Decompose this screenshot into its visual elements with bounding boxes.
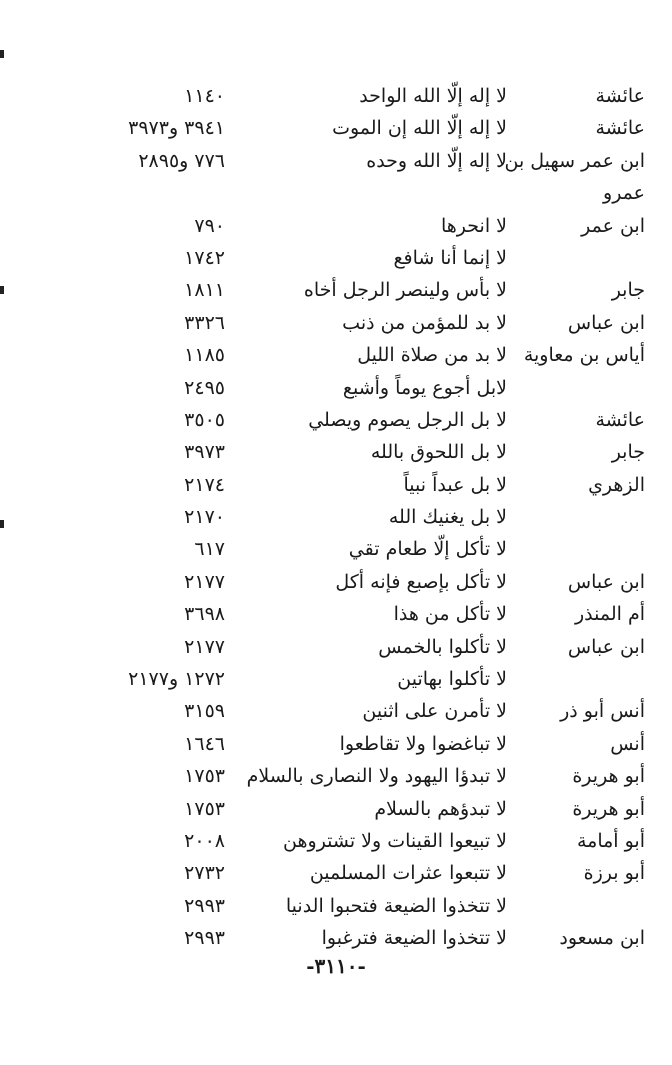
index-row [100, 339, 645, 371]
index-row [100, 857, 645, 889]
hadith-text: لا تأمرن على اثنين [362, 700, 507, 723]
index-row [100, 825, 645, 857]
narrator-cell: أبو أمامة [576, 829, 645, 852]
reference-number: ٢٠٠٨ [184, 829, 225, 852]
hadith-text: لا إله إلّا الله الواحد [359, 85, 507, 107]
index-row [100, 210, 645, 242]
index-row [100, 890, 645, 922]
reference-number: ٢٩٩٣ [184, 894, 225, 917]
binding-mark [0, 520, 4, 528]
index-row [100, 80, 645, 112]
reference-number: ٢٩٩٣ [184, 927, 225, 950]
hadith-text: لا تباغضوا ولا تقاطعوا [339, 732, 507, 755]
reference-number: ٣١٥٩ [184, 700, 225, 723]
index-row [100, 436, 645, 468]
reference-number: ٣٩٤١ و٣٩٧٣ [128, 117, 225, 140]
index-row [100, 533, 645, 565]
hadith-text: لا تأكلوا بهاتين [397, 668, 507, 691]
narrator-cell: ابن عمر سهيل بن [504, 149, 645, 172]
reference-number: ٢١٧٠ [184, 506, 225, 529]
binding-mark [0, 50, 4, 58]
index-row [100, 663, 645, 695]
hadith-text: لا تبدؤهم بالسلام [374, 797, 507, 820]
index-row [100, 145, 645, 177]
narrator-cell: جابر [611, 441, 645, 464]
narrator-cell: جابر [611, 279, 645, 302]
reference-number: ٧٧٦ و٢٨٩٥ [138, 149, 225, 172]
index-row [100, 404, 645, 436]
reference-number: ٦١٧ [194, 538, 225, 561]
narrator-cell: أنس [610, 732, 645, 755]
reference-number: ٢٤٩٥ [184, 376, 225, 399]
index-row [100, 695, 645, 727]
reference-number: ٢١٧٤ [184, 473, 225, 496]
hadith-text: لا تأكل إلّا طعام تقي [348, 538, 507, 561]
index-row [100, 274, 645, 306]
reference-number: ١٧٥٣ [184, 797, 225, 820]
reference-number: ١١٨٥ [184, 344, 225, 367]
index-row [100, 566, 645, 598]
narrator-cell: ابن عباس [567, 311, 645, 334]
narrator-cell: أنس أبو ذر [560, 700, 645, 723]
index-row [100, 793, 645, 825]
hadith-text: لابل أجوع يوماً وأشبع [342, 376, 507, 399]
reference-number: ٣٦٩٨ [184, 603, 225, 626]
narrator-cell: أم المنذر [574, 603, 645, 626]
reference-number: ٢١٧٧ [184, 570, 225, 593]
narrator-cell: أبو هريرة [572, 765, 645, 788]
reference-number: ٢١٧٧ [184, 635, 225, 658]
hadith-text: لا بل اللحوق بالله [370, 441, 507, 464]
narrator-cell: ابن مسعود [559, 927, 645, 950]
hadith-text: لا تتخذوا الضيعة فتحبوا الدنيا [285, 894, 507, 917]
narrator-cell: الزهري [588, 473, 645, 496]
reference-number: ١١٤٠ [184, 85, 225, 107]
hadith-text: لا إله إلّا الله وحده [366, 149, 507, 172]
reference-number: ١٦٤٦ [184, 732, 225, 755]
hadith-text: لا تأكل بإصبع فإنه أكل [335, 570, 507, 593]
index-row [100, 307, 645, 339]
reference-number: ١٧٥٣ [184, 765, 225, 788]
reference-number: ١٢٧٢ و٢١٧٧ [128, 668, 225, 691]
narrator-cell: أبو برزة [583, 862, 645, 885]
hadith-text: لا تتبعوا عثرات المسلمين [309, 862, 507, 885]
binding-mark [0, 286, 4, 294]
hadith-text: لا إله إلّا الله إن الموت [332, 117, 507, 140]
reference-number: ١٨١١ [184, 279, 225, 302]
narrator-cell: ابن عمر [581, 214, 645, 237]
hadith-text: لا إنما أنا شافع [393, 246, 507, 269]
reference-number: ٣٣٢٦ [184, 311, 225, 334]
narrator-cell: عائشة [595, 85, 645, 107]
hadith-text: لا بل الرجل يصوم ويصلي [308, 408, 507, 431]
narrator-cell: أياس بن معاوية [523, 344, 645, 367]
reference-number: ٧٩٠ [194, 214, 225, 237]
index-row [100, 631, 645, 663]
index-row [100, 922, 645, 954]
narrator-cell: عمرو [603, 182, 645, 205]
narrator-cell: ابن عباس [567, 635, 645, 658]
narrator-cell: عائشة [595, 117, 645, 140]
hadith-text: لا تأكل من هذا [393, 603, 507, 626]
index-row [100, 501, 645, 533]
index-row [100, 760, 645, 792]
index-row [100, 728, 645, 760]
hadith-text: لا تتخذوا الضيعة فترغبوا [321, 927, 507, 950]
index-row [100, 372, 645, 404]
reference-number: ٣٥٠٥ [184, 408, 225, 431]
index-row [100, 242, 645, 274]
hadith-text: لا بل يغنيك الله [388, 506, 507, 529]
page-number: -٣١١٠- [306, 954, 366, 978]
index-table [100, 80, 645, 955]
reference-number: ٣٩٧٣ [184, 441, 225, 464]
hadith-text: لا انحرها [441, 214, 507, 237]
hadith-text: لا تبيعوا القينات ولا تشتروهن [283, 829, 507, 852]
hadith-text: لا تبدؤا اليهود ولا النصارى بالسلام [246, 765, 507, 788]
index-row [100, 177, 645, 209]
narrator-cell: عائشة [595, 408, 645, 431]
index-row [100, 598, 645, 630]
hadith-text: لا تأكلوا بالخمس [378, 635, 507, 658]
index-row [100, 469, 645, 501]
hadith-text: لا بأس ولينصر الرجل أخاه [303, 279, 507, 302]
narrator-cell: أبو هريرة [572, 797, 645, 820]
reference-number: ١٧٤٢ [184, 246, 225, 269]
reference-number: ٢٧٣٢ [184, 862, 225, 885]
hadith-text: لا بد من صلاة الليل [357, 344, 507, 367]
index-row [100, 112, 645, 144]
hadith-text: لا بل عبداً نبياً [403, 473, 507, 496]
hadith-text: لا بد للمؤمن من ذنب [342, 311, 507, 334]
narrator-cell: ابن عباس [567, 570, 645, 593]
